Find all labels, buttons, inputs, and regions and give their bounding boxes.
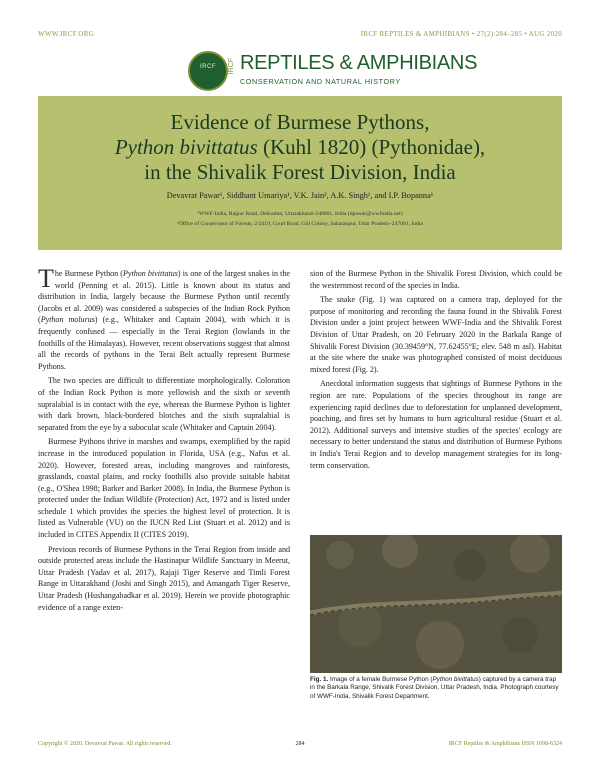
journal-logo bbox=[188, 48, 478, 96]
paragraph: Anecdotal information suggests that sightings of Burmese Pythons in the region are rare. Populations of the species throughout its range are experiencing rapid declines due to deforestation for unplanned development, poaching, and fires set by humans to burn agricultural residue (Stuart et al. 2012). Additional surveys and intensive studies of the species' ecology are necessary to better understand the status and distribution of Burmese Pythons in India's Terai Region and to develop management strategies for its long-term conservation. bbox=[310, 379, 562, 470]
title-block bbox=[38, 96, 562, 250]
issn: IRCF Reptiles & Amphibians ISSN 1098-6324 bbox=[448, 741, 562, 747]
title-line-2: Python bivittatus (Kuhl 1820) (Pythonidae), bbox=[114, 135, 486, 159]
figure-caption: Fig. 1. Image of a female Burmese Python (Python bivittatus) captured by a camera trap in the Barkala Range, Shivalik Forest Division, Uttar Pradesh, India. Photograph courtesy of WWF-India, Shivalik Forest Department. bbox=[310, 676, 559, 700]
paragraph: sion of the Burmese Python in the Shivalik Forest Division, which could be the westernmost record of the species in India. bbox=[310, 269, 562, 290]
paragraph: Burmese Pythons thrive in marshes and swamps, exemplified by the rapid increase in the introduced population in Florida, USA (e.g., Nafus et al. 2020). However, forested areas, including mangroves and rainforests, grasslands, coastal plains, and rocky foothills also provide suitable habitat (e.g., O'Shea 1998; Barker and Barker 2008). In India, the Burmese Python is protected under the Indian Wildlife (Protection) Act, 1972 and is listed under schedule 1 which provides the species the highest level of protection. It is listed as Vulnerable (VU) on the IUCN Red List (Stuart et al. 2012) and is included in CITES Appendix II (CITES 2019). bbox=[38, 437, 290, 540]
journal-name: REPTILES & AMPHIBIANS bbox=[240, 52, 478, 74]
paragraph: The two species are difficult to differentiate morphologically. Coloration of the Indian Rock Python is more yellowish and the sixth or seventh supralabial is in contact with the eye, whereas the Burmese Python is lighter with dark brown, black-bordered blotches and the sixth supralabial is separated from the eye by a subocular scale (Whitaker and Captain 2004). bbox=[38, 376, 290, 432]
running-header bbox=[38, 30, 562, 42]
affiliation-1: ¹WWF-India, Rajpur Road, Dehradun, Uttarakhand–248001, India (dpawar@wwfindia.net) bbox=[197, 211, 403, 217]
copyright: Copyright © 2020. Devavrat Pawar. All rights reserved. bbox=[38, 741, 172, 747]
ircf-seal-icon: IRCF bbox=[188, 51, 228, 91]
paragraph: The snake (Fig. 1) was captured on a camera trap, deployed for the purpose of monitoring and recording the fauna found in the Shivalik Forest Division under a joint project between WWF-India and the Shivalik Forest Division of Uttar Pradesh, on 20 February 2020 in the Barkala Range of Shivalik Forest Division (30.39459°N, 77.62455°E; elev. 548 m asl). Habitat at the site where the snake was photographed consisted of moist deciduous mixed forest (Fig. 2). bbox=[310, 295, 562, 374]
drop-cap: T bbox=[38, 264, 54, 293]
article-title bbox=[38, 110, 562, 185]
logo-vertical-text: IRCF bbox=[228, 58, 235, 75]
affiliations bbox=[38, 209, 562, 229]
affiliation-2: ²Office of Conservator of Forests, 2/2419, Court Road, Gill Colony, Saharanpur, Uttar Pradesh–247001, India bbox=[177, 221, 423, 227]
right-column bbox=[310, 268, 562, 474]
left-column bbox=[38, 264, 291, 616]
title-line-3: in the Shivalik Forest Division, India bbox=[144, 160, 456, 184]
photo-texture bbox=[310, 535, 562, 673]
page-footer bbox=[38, 741, 562, 751]
journal-url[interactable]: WWW.IRCF.ORG bbox=[38, 30, 95, 38]
page-number: 284 bbox=[295, 741, 305, 747]
paragraph: Previous records of Burmese Pythons in the Terai Region from inside and outside protected areas include the Hastinapur Wildlife Sanctuary in Meerut, Uttar Pradesh (Yadav et al. 2017), Rajaji Tiger Reserve and Timli Forest Range in Uttarakhand (Joshi and Singh 2015), and Amangarh Tiger Reserve, Uttar Pradesh (Hushangabadkar et al. 2019). Herein we provide photographic evidence of a range exten- bbox=[38, 544, 290, 612]
journal-subtitle: CONSERVATION AND NATURAL HISTORY bbox=[240, 77, 401, 86]
author-list: Devavrat Pawar¹, Siddhant Umariya¹, V.K. Jain², A.K. Singh¹, and I.P. Bopanna¹ bbox=[166, 191, 434, 200]
title-line-1: Evidence of Burmese Pythons, bbox=[170, 110, 430, 134]
journal-issue: IRCF REPTILES & AMPHIBIANS • 27(2):284–285 • AUG 2020 bbox=[360, 30, 562, 38]
camera-trap-photo bbox=[310, 535, 562, 673]
paragraph: The Burmese Python (Python bivittatus) is one of the largest snakes in the world (Penning et al. 2015). Little is known about its status and distribution in India, largely because the Burmese Python until recently (Jacobs et al. 2009) was considered a subspecies of the Indian Rock Python (Python molurus) (e.g., Whitaker and Captain 2004), with which it is frequently confused — especially in the Terai Region (lowlands in the foothills of the Himalayas). However, recent observations suggest that almost all the records of pythons in the Terai Belt actually represent Burmese Pythons. bbox=[38, 264, 291, 371]
